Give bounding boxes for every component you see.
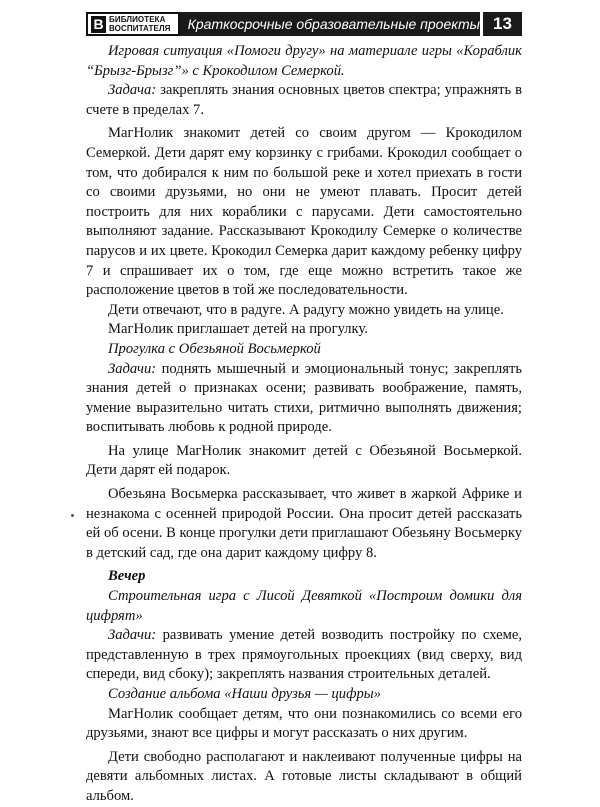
walk-task-text: поднять мышечный и эмоциональный тонус; закреплять знания детей о признаках осени; развивать воображение, память, умение выразительно читать стихи, ритмично выполнять движения; воспитывать любовь к родной природе.	[86, 360, 522, 436]
game1-task-text: закреплять знания основных цветов спектра; упражнять в счете в пределах 7.	[86, 82, 522, 118]
album-title: Создание альбома «Наши друзья — цифры»	[108, 686, 381, 702]
series-logo	[86, 12, 180, 36]
evening-heading: Вечер	[108, 568, 146, 585]
build-title: Строительная игра с Лисой Девяткой «Построим домики для цифрят»	[86, 588, 522, 624]
print-speck	[71, 514, 74, 517]
game1-paragraph-1: МагНолик знакомит детей со своим другом — Крокодилом Семеркой. Дети дарят ему корзинку с грибами. Крокодил сообщает о том, что добирался к ним по большой реке и хотел приехать в гости со своими друзьями, но они не умеют плавать. Просит детей построить для них кораблики с парусами. Дети самостоятельно выполняют задание. Рассказывают Крокодилу Семерке о количестве парусов и их цвете. Крокодил Семерка дарит каждому ребенку цифру 7 и спрашивает их о том, где еще можно встретить такое же расположение цветов в той же последовательности.	[86, 125, 522, 299]
build-task	[86, 626, 522, 685]
game1-task-label: Задача:	[108, 82, 157, 99]
build-task-text: развивать умение детей возводить постройку по схеме, представленную в трех прямоугольных проекциях (вид сверху, вид спереди, вид сбоку); закреплять названия строительных деталей.	[86, 627, 522, 683]
build-task-label: Задачи:	[108, 627, 157, 644]
page-number: 13	[480, 12, 522, 36]
series-title: Краткосрочные образовательные проекты	[180, 12, 480, 36]
walk-task	[86, 360, 522, 438]
page-header	[86, 12, 522, 36]
logo-letter: В	[91, 16, 106, 33]
page-body	[86, 42, 522, 807]
album-paragraph-2: Дети свободно располагают и наклеивают полученные цифры на девяти альбомных листах. А готовые листы складывают в общий альбом.	[86, 748, 522, 804]
logo-line-1: БИБЛИОТЕКА	[109, 15, 166, 24]
game1-paragraph-3: МагНолик приглашает детей на прогулку.	[108, 321, 368, 338]
walk-task-label: Задачи:	[108, 360, 157, 377]
album-paragraph-1: МагНолик сообщает детям, что они познакомились со всеми его друзьями, знают все цифры и могут рассказать о них другим.	[86, 705, 522, 742]
logo-line-2: ВОСПИТАТЕЛЯ	[109, 24, 171, 33]
walk-paragraph-2: Обезьяна Восьмерка рассказывает, что живет в жаркой Африке и незнакома с осенней природой России. Она просит детей рассказать ей об осени. В конце прогулки дети приглашают Обезьяну Восьмерку в детский сад, где она дарит каждому цифру 8.	[86, 486, 522, 561]
game1-title: Игровая ситуация «Помоги другу» на материале игры «Кораблик “Брызг-Брызг”» с Крокодилом Семеркой.	[86, 43, 522, 79]
game1-paragraph-2: Дети отвечают, что в радуге. А радугу можно увидеть на улице.	[108, 301, 504, 318]
walk-title: Прогулка с Обезьяной Восьмеркой	[108, 340, 321, 357]
logo-text	[109, 15, 171, 33]
walk-paragraph-1: На улице МагНолик знакомит детей с Обезьяной Восьмеркой. Дети дарят ей подарок.	[86, 442, 522, 479]
game1-task	[86, 81, 522, 120]
